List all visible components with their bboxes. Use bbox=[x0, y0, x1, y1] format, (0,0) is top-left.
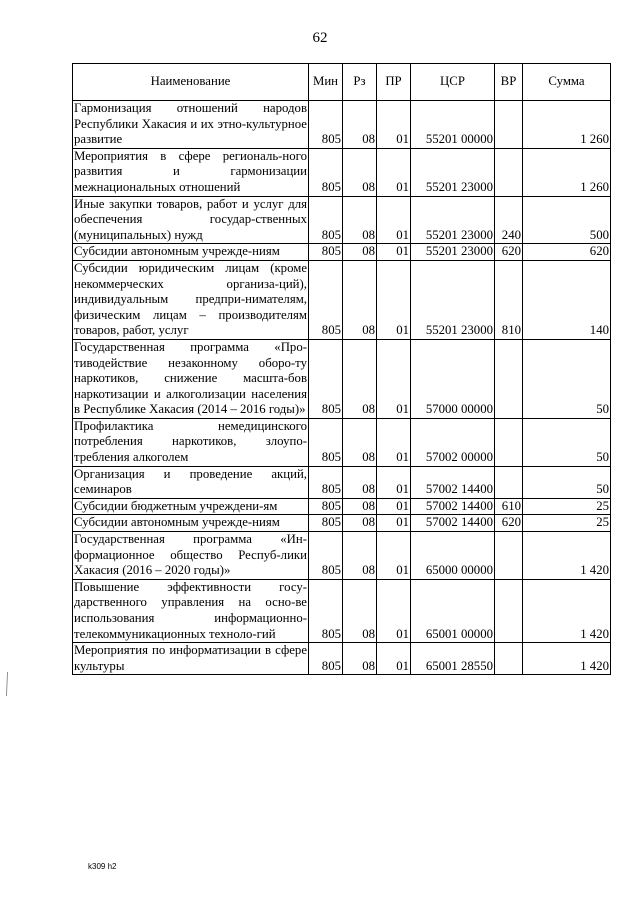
budget-table bbox=[72, 63, 611, 675]
cell-csr: 55201 23000 bbox=[411, 260, 495, 339]
cell-rz: 08 bbox=[343, 532, 377, 580]
cell-vr bbox=[495, 466, 523, 498]
cell-csr: 65001 00000 bbox=[411, 579, 495, 642]
cell-pr: 01 bbox=[377, 418, 411, 466]
cell-vr bbox=[495, 148, 523, 196]
cell-csr: 55201 00000 bbox=[411, 101, 495, 149]
cell-rz: 08 bbox=[343, 339, 377, 418]
cell-csr: 57000 00000 bbox=[411, 339, 495, 418]
cell-rz: 08 bbox=[343, 148, 377, 196]
header-rz: Рз bbox=[343, 64, 377, 101]
table-row bbox=[73, 579, 611, 642]
cell-pr: 01 bbox=[377, 260, 411, 339]
cell-name: Мероприятия по информатизации в сфере культуры bbox=[73, 643, 309, 675]
cell-csr: 65000 00000 bbox=[411, 532, 495, 580]
cell-min: 805 bbox=[309, 101, 343, 149]
table-row bbox=[73, 260, 611, 339]
table-row bbox=[73, 532, 611, 580]
table-row bbox=[73, 498, 611, 515]
cell-pr: 01 bbox=[377, 579, 411, 642]
cell-rz: 08 bbox=[343, 515, 377, 532]
header-vr: ВР bbox=[495, 64, 523, 101]
cell-rz: 08 bbox=[343, 498, 377, 515]
cell-rz: 08 bbox=[343, 466, 377, 498]
cell-name: Государственная программа «Ин-формационное общество Респуб-лики Хакасия (2016 – 2020 годы)» bbox=[73, 532, 309, 580]
cell-sum: 1 260 bbox=[523, 148, 611, 196]
cell-csr: 55201 23000 bbox=[411, 244, 495, 261]
header-name: Наименование bbox=[73, 64, 309, 101]
cell-min: 805 bbox=[309, 532, 343, 580]
cell-min: 805 bbox=[309, 196, 343, 244]
cell-pr: 01 bbox=[377, 339, 411, 418]
cell-sum: 50 bbox=[523, 418, 611, 466]
cell-name: Субсидии автономным учрежде-ниям bbox=[73, 515, 309, 532]
header-min: Мин bbox=[309, 64, 343, 101]
table-row bbox=[73, 196, 611, 244]
cell-pr: 01 bbox=[377, 466, 411, 498]
cell-name: Повышение эффективности госу-дарственного управления на осно-ве использования информационно-телекоммуникационных техноло-гий bbox=[73, 579, 309, 642]
table-row bbox=[73, 101, 611, 149]
cell-vr bbox=[495, 339, 523, 418]
cell-min: 805 bbox=[309, 498, 343, 515]
cell-sum: 500 bbox=[523, 196, 611, 244]
cell-vr: 240 bbox=[495, 196, 523, 244]
cell-sum: 1 420 bbox=[523, 579, 611, 642]
cell-min: 805 bbox=[309, 579, 343, 642]
table-row bbox=[73, 339, 611, 418]
cell-name: Гармонизация отношений народов Республики Хакасия и их этно-культурное развитие bbox=[73, 101, 309, 149]
cell-vr: 620 bbox=[495, 244, 523, 261]
cell-vr bbox=[495, 643, 523, 675]
page-number: 62 bbox=[312, 30, 328, 46]
cell-pr: 01 bbox=[377, 515, 411, 532]
cell-name: Мероприятия в сфере региональ-ного развития и гармонизации межнациональных отношений bbox=[73, 148, 309, 196]
cell-sum: 25 bbox=[523, 515, 611, 532]
cell-pr: 01 bbox=[377, 196, 411, 244]
cell-name: Субсидии юридическим лицам (кроме некоммерческих организа-ций), индивидуальным предпри-нимателям, физическим лицам – производителям товаров, работ, услуг bbox=[73, 260, 309, 339]
cell-vr: 610 bbox=[495, 498, 523, 515]
cell-min: 805 bbox=[309, 244, 343, 261]
cell-sum: 140 bbox=[523, 260, 611, 339]
cell-rz: 08 bbox=[343, 643, 377, 675]
table-row bbox=[73, 244, 611, 261]
table-row bbox=[73, 148, 611, 196]
cell-rz: 08 bbox=[343, 244, 377, 261]
footer-code: k309 h2 bbox=[88, 862, 117, 871]
table-body bbox=[73, 101, 611, 675]
header-sum: Сумма bbox=[523, 64, 611, 101]
cell-name: Иные закупки товаров, работ и услуг для обеспечения государ-ственных (муниципальных) нужд bbox=[73, 196, 309, 244]
cell-rz: 08 bbox=[343, 101, 377, 149]
cell-rz: 08 bbox=[343, 579, 377, 642]
cell-csr: 57002 14400 bbox=[411, 515, 495, 532]
cell-min: 805 bbox=[309, 515, 343, 532]
cell-sum: 25 bbox=[523, 498, 611, 515]
cell-rz: 08 bbox=[343, 260, 377, 339]
cell-csr: 57002 00000 bbox=[411, 418, 495, 466]
cell-csr: 57002 14400 bbox=[411, 466, 495, 498]
cell-min: 805 bbox=[309, 148, 343, 196]
cell-sum: 620 bbox=[523, 244, 611, 261]
cell-vr bbox=[495, 418, 523, 466]
cell-vr: 620 bbox=[495, 515, 523, 532]
cell-sum: 1 420 bbox=[523, 643, 611, 675]
table-row bbox=[73, 643, 611, 675]
table-row bbox=[73, 466, 611, 498]
margin-pencil-mark bbox=[6, 672, 8, 696]
cell-csr: 55201 23000 bbox=[411, 196, 495, 244]
cell-sum: 1 420 bbox=[523, 532, 611, 580]
cell-pr: 01 bbox=[377, 498, 411, 515]
cell-csr: 55201 23000 bbox=[411, 148, 495, 196]
cell-min: 805 bbox=[309, 339, 343, 418]
header-csr: ЦСР bbox=[411, 64, 495, 101]
cell-vr bbox=[495, 532, 523, 580]
cell-sum: 50 bbox=[523, 339, 611, 418]
cell-pr: 01 bbox=[377, 101, 411, 149]
cell-name: Профилактика немедицинского потребления наркотиков, злоупо-требления алкоголем bbox=[73, 418, 309, 466]
cell-vr bbox=[495, 101, 523, 149]
cell-name: Организация и проведение акций, семинаров bbox=[73, 466, 309, 498]
table-row bbox=[73, 418, 611, 466]
cell-min: 805 bbox=[309, 260, 343, 339]
cell-vr: 810 bbox=[495, 260, 523, 339]
cell-name: Субсидии автономным учрежде-ниям bbox=[73, 244, 309, 261]
cell-sum: 1 260 bbox=[523, 101, 611, 149]
header-pr: ПР bbox=[377, 64, 411, 101]
cell-csr: 65001 28550 bbox=[411, 643, 495, 675]
cell-min: 805 bbox=[309, 466, 343, 498]
cell-pr: 01 bbox=[377, 148, 411, 196]
cell-pr: 01 bbox=[377, 244, 411, 261]
cell-csr: 57002 14400 bbox=[411, 498, 495, 515]
table-header-row bbox=[73, 64, 611, 101]
cell-min: 805 bbox=[309, 643, 343, 675]
cell-name: Субсидии бюджетным учреждени-ям bbox=[73, 498, 309, 515]
cell-rz: 08 bbox=[343, 196, 377, 244]
table-row bbox=[73, 515, 611, 532]
cell-pr: 01 bbox=[377, 532, 411, 580]
cell-pr: 01 bbox=[377, 643, 411, 675]
cell-vr bbox=[495, 579, 523, 642]
cell-min: 805 bbox=[309, 418, 343, 466]
cell-sum: 50 bbox=[523, 466, 611, 498]
cell-rz: 08 bbox=[343, 418, 377, 466]
cell-name: Государственная программа «Про-тиводействие незаконному оборо-ту наркотиков, снижение масшта-бов наркотизации и алкоголизации населения в Республике Хакасия (2014 – 2016 годы)» bbox=[73, 339, 309, 418]
